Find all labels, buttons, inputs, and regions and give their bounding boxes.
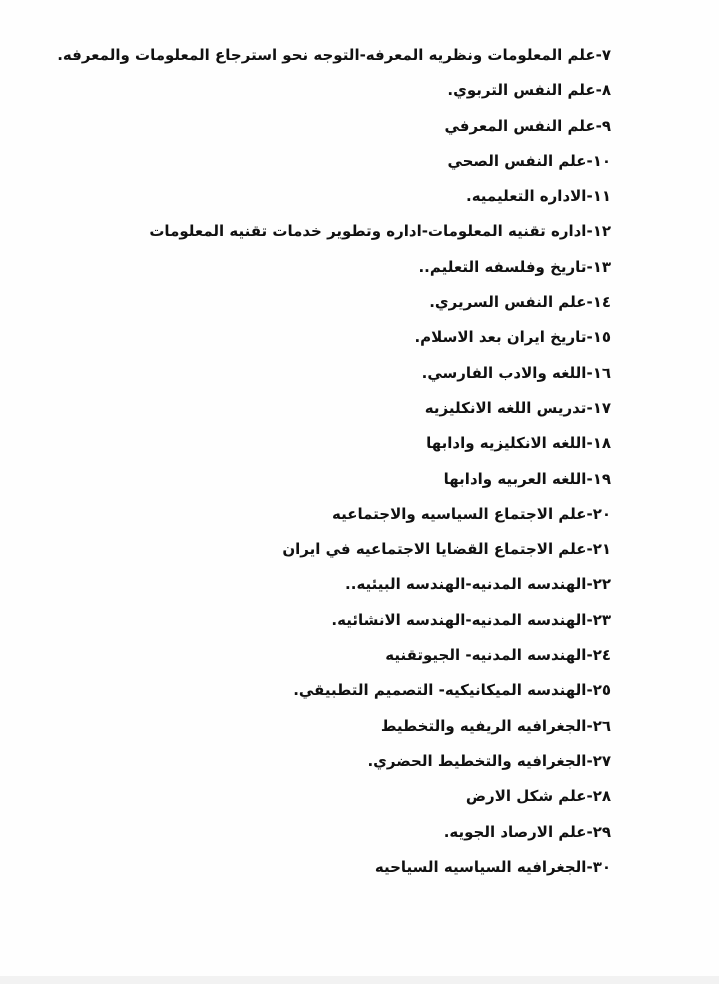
item-text: اللغه الانكليزيه وادابها: [426, 434, 587, 453]
list-item: [57, 464, 611, 499]
item-number: ١١: [592, 187, 611, 206]
item-text: الجغرافيه السياسيه السياحيه: [374, 857, 587, 876]
item-number: ٢٦: [592, 716, 611, 735]
item-text: علم المعلومات ونظريه المعرفه-التوجه نحو استرجاع المعلومات والمعرفه.: [57, 46, 596, 64]
item-text: اداره تقنيه المعلومات-اداره وتطوير خدمات تقنيه المعلومات: [149, 222, 587, 241]
item-separator: -: [586, 222, 593, 241]
list-item: [57, 675, 611, 710]
item-text: الهندسه المدنيه-الهندسه الانشائيه.: [331, 610, 587, 629]
list-item: [57, 393, 611, 428]
list-item: [57, 711, 611, 746]
item-separator: -: [586, 363, 593, 382]
list-item: [57, 852, 611, 887]
item-separator: -: [595, 81, 602, 100]
item-text: الهندسه المدنيه-الهندسه البيئيه..: [345, 575, 587, 594]
item-separator: -: [586, 151, 593, 170]
item-separator: -: [586, 822, 593, 841]
bottom-strip: [0, 976, 719, 984]
item-number: ٢٤: [592, 646, 611, 665]
item-text: علم شكل الارض: [465, 787, 587, 806]
item-separator: -: [595, 46, 602, 64]
item-number: ١٩: [592, 469, 611, 488]
item-separator: -: [586, 751, 593, 770]
item-separator: -: [595, 116, 602, 135]
item-text: علم النفس المعرفي: [444, 116, 596, 135]
item-separator: -: [586, 504, 593, 523]
list-item: [57, 40, 611, 75]
item-number: ١٣: [592, 257, 611, 276]
item-separator: -: [586, 257, 593, 276]
item-number: ١٥: [592, 328, 611, 347]
item-separator: -: [586, 540, 593, 559]
item-separator: -: [586, 681, 593, 700]
item-number: ٢٧: [592, 751, 611, 770]
item-separator: -: [586, 610, 593, 629]
item-number: ٢٠: [592, 504, 611, 523]
item-number: ١٨: [592, 434, 611, 453]
item-text: علم النفس التربوي.: [447, 81, 596, 100]
item-separator: -: [586, 857, 593, 876]
item-text: الاداره التعليميه.: [466, 187, 587, 206]
list-item: [57, 817, 611, 852]
item-text: تدريس اللغه الانكليزيه: [424, 398, 587, 417]
list-item: [57, 640, 611, 675]
item-number: ٢٩: [592, 822, 611, 841]
list-item: [57, 216, 611, 251]
item-text: تاريخ ايران بعد الاسلام.: [414, 328, 587, 347]
item-number: ١٧: [592, 398, 611, 417]
list-item: [57, 534, 611, 569]
list-item: [57, 569, 611, 604]
list-item: [57, 111, 611, 146]
item-number: ١٠: [592, 151, 611, 170]
item-separator: -: [586, 716, 593, 735]
item-separator: -: [586, 575, 593, 594]
item-separator: -: [586, 469, 593, 488]
list-item: [57, 181, 611, 216]
list-item: [57, 746, 611, 781]
item-number: ٩: [601, 116, 611, 135]
item-number: ٧: [601, 46, 611, 64]
item-number: ٢١: [592, 540, 611, 559]
item-separator: -: [586, 787, 593, 806]
item-text: اللغه والادب الفارسي.: [421, 363, 587, 382]
item-separator: -: [586, 434, 593, 453]
item-text: الهندسه الميكانيكيه- التصميم التطبيقي.: [293, 681, 587, 700]
item-separator: -: [586, 398, 593, 417]
item-number: ٢٨: [592, 787, 611, 806]
item-text: اللغه العربيه وادابها: [443, 469, 587, 488]
item-separator: -: [586, 646, 593, 665]
item-separator: -: [586, 293, 593, 312]
list-item: [57, 428, 611, 463]
item-text: علم النفس السريري.: [429, 293, 587, 312]
item-text: الجغرافيه الريفيه والتخطيط: [380, 716, 587, 735]
item-text: الهندسه المدنيه- الجيوتقنيه: [385, 646, 587, 665]
item-text: علم الارصاد الجويه.: [443, 822, 587, 841]
item-text: تاريخ وفلسفه التعليم..: [418, 257, 587, 276]
item-text: الجغرافيه والتخطيط الحضري.: [367, 751, 587, 770]
list-item: [57, 781, 611, 816]
list-item: [57, 287, 611, 322]
item-number: ٢٢: [592, 575, 611, 594]
item-separator: -: [586, 328, 593, 347]
item-number: ٢٣: [592, 610, 611, 629]
list-item: [57, 358, 611, 393]
item-number: ١٢: [592, 222, 611, 241]
item-separator: -: [586, 187, 593, 206]
list-item: [57, 605, 611, 640]
item-text: علم الاجتماع القضايا الاجتماعيه في ايران: [282, 540, 587, 559]
item-text: علم الاجتماع السياسيه والاجتماعيه: [331, 504, 587, 523]
list-item: [57, 252, 611, 287]
list-item: [57, 146, 611, 181]
list-item: [57, 499, 611, 534]
list-item: [57, 322, 611, 357]
subject-list: [57, 40, 611, 887]
item-number: ٣٠: [592, 857, 611, 876]
item-text: علم النفس الصحي: [447, 151, 587, 170]
item-number: ٢٥: [592, 681, 611, 700]
item-number: ٨: [601, 81, 611, 100]
list-item: [57, 75, 611, 110]
item-number: ١٦: [592, 363, 611, 382]
item-number: ١٤: [592, 293, 611, 312]
